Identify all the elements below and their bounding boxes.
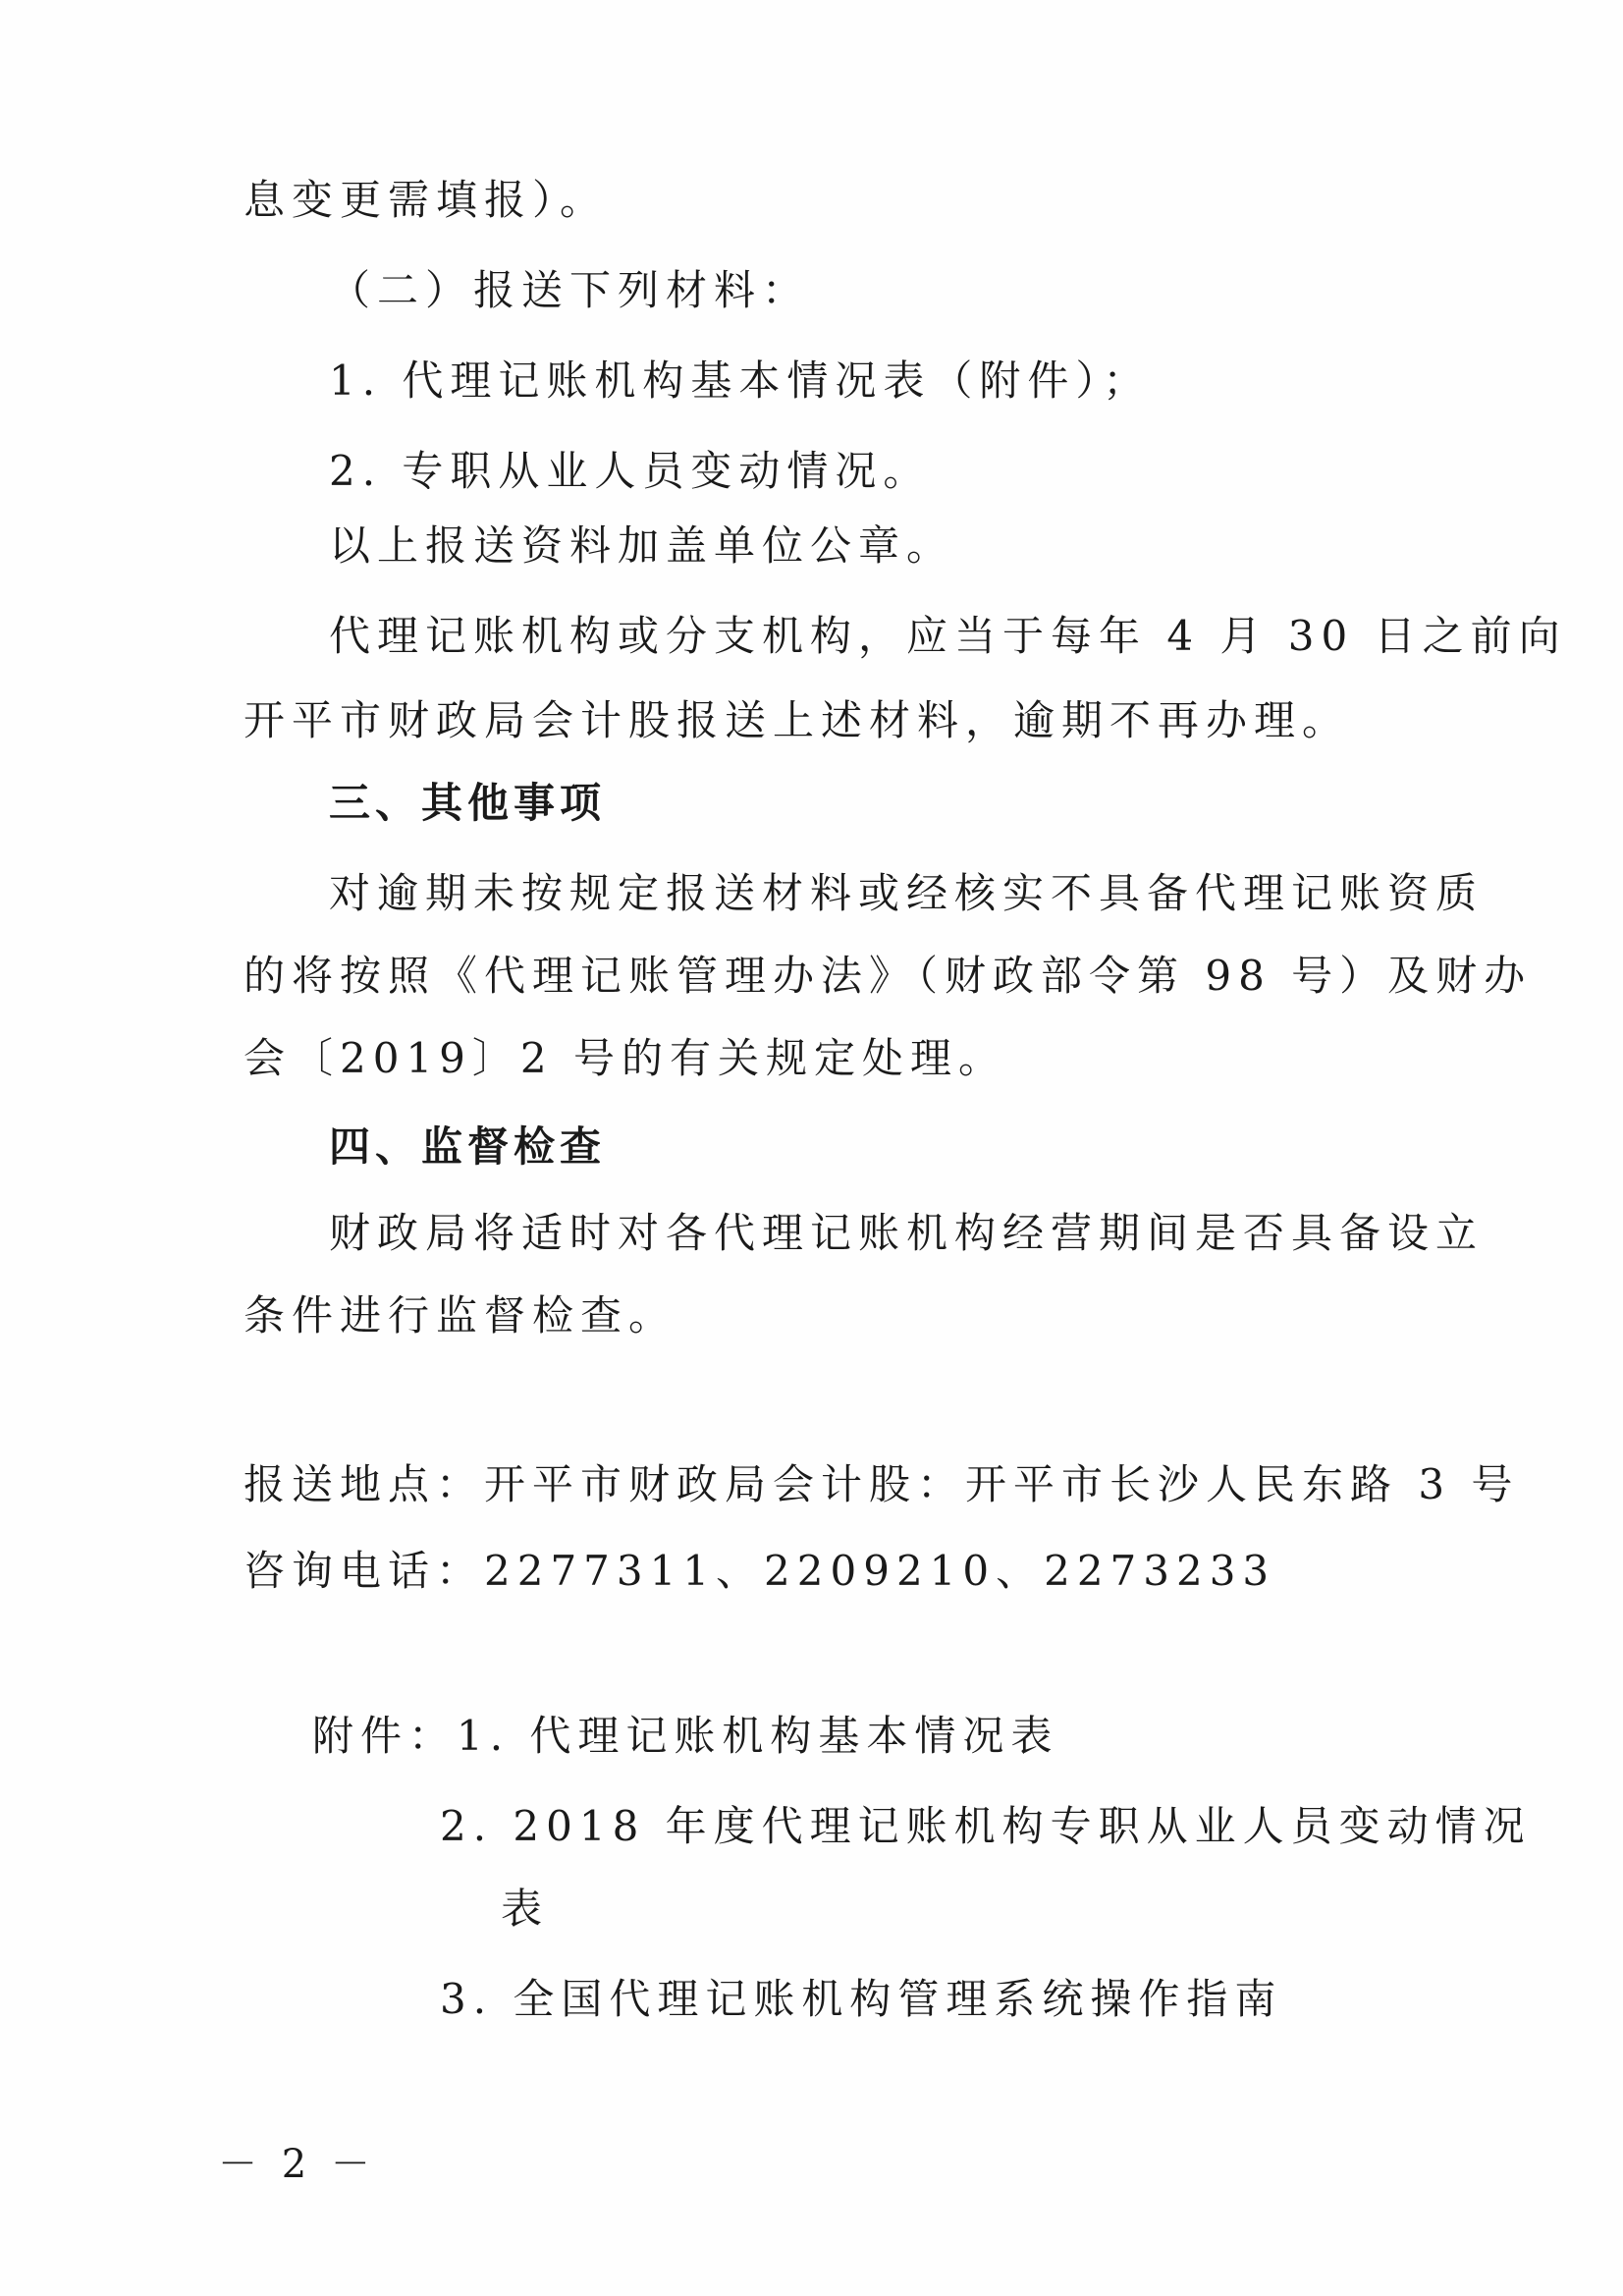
deadline-paragraph-line-1: 代理记账机构或分支机构，应当于每年 4 月 30 日之前向: [329, 612, 1567, 660]
deadline-paragraph-line-2: 开平市财政局会计股报送上述材料，逾期不再办理。: [243, 696, 1351, 744]
material-item-2: 2. 专职从业人员变动情况。: [329, 447, 932, 495]
supervision-line-2: 条件进行监督检查。: [243, 1291, 677, 1339]
section-3-heading: 三、其他事项: [329, 779, 607, 827]
section-4-heading: 四、监督检查: [329, 1122, 607, 1171]
submission-address: 报送地点：开平市财政局会计股：开平市长沙人民东路 3 号: [243, 1460, 1520, 1508]
other-matters-line-3: 会〔2019〕2 号的有关规定处理。: [243, 1034, 1006, 1082]
other-matters-line-2: 的将按照《代理记账管理办法》（财政部令第 98 号）及财办: [243, 952, 1533, 1000]
attachment-item-2: 2. 2018 年度代理记账机构专职从业人员变动情况: [440, 1802, 1532, 1850]
other-matters-line-1: 对逾期未按规定报送材料或经核实不具备代理记账资质: [329, 869, 1485, 917]
supervision-line-1: 财政局将适时对各代理记账机构经营期间是否具备设立: [329, 1209, 1485, 1257]
subsection-2-title: （二）报送下列材料：: [329, 266, 811, 314]
consultation-phone: 咨询电话：2277311、2209210、2273233: [243, 1547, 1276, 1595]
attachment-item-1: 附件：1. 代理记账机构基本情况表: [312, 1712, 1059, 1760]
seal-requirement: 以上报送资料加盖单位公章。: [329, 521, 955, 570]
body-line-continuation: 息变更需填报）。: [243, 176, 609, 224]
attachment-item-3: 3. 全国代理记账机构管理系统操作指南: [440, 1975, 1283, 2023]
attachment-item-2-continuation: 表: [501, 1885, 550, 1933]
material-item-1: 1. 代理记账机构基本情况表（附件）；: [329, 356, 1152, 405]
page-number: － 2 －: [218, 2142, 376, 2187]
